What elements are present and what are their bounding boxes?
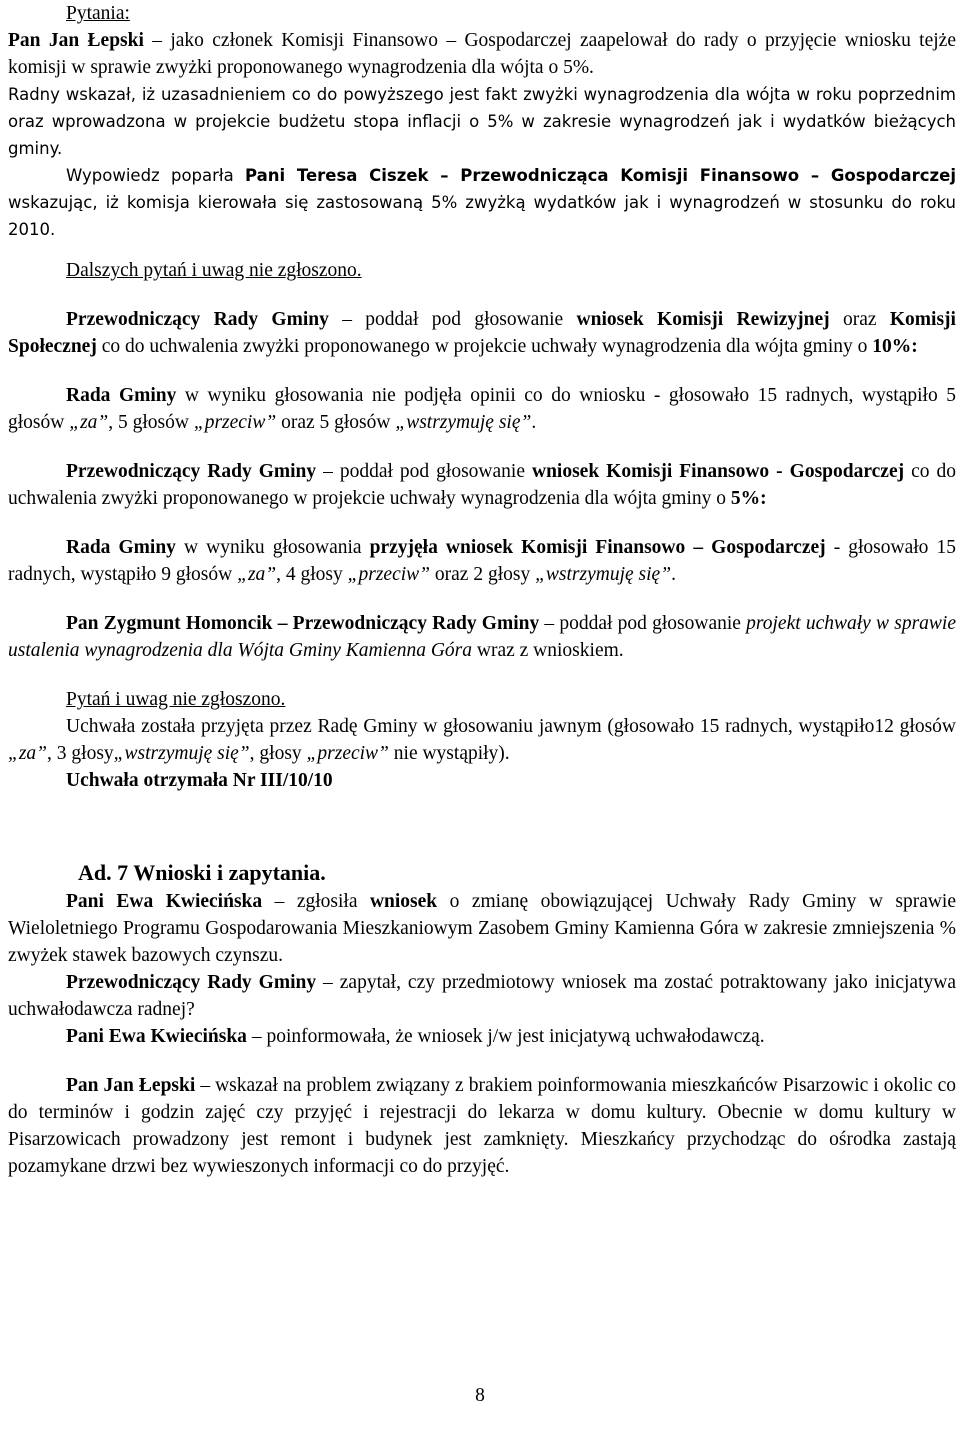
paragraph-motion: Pani Ewa Kwiecińska – zgłosiła wniosek o zmianę obowiązującej Uchwały Rady Gminy w sprawie Wieloletniego Programu Gospodarowania Mieszkaniowym Zasobem Gminy Kamienna Góra w zakresie zmniejszenia % zwyżek stawek bazowych czynszu.: [8, 891, 957, 966]
speaker-name: Przewodniczący Rady Gminy: [66, 972, 317, 993]
speaker-name: Przewodniczący Rady Gminy: [66, 309, 329, 330]
speaker-name: Pani Ewa Kwiecińska: [66, 891, 263, 912]
paragraph-resolution-adopted: Uchwała została przyjęta przez Radę Gminy w głosowaniu jawnym (głosowało 15 radnych, wystąpiło12 głosów „za”, 3 głosy„wstrzymuję się”, głosy „przeciw” nie wystąpiły).: [8, 716, 956, 764]
speaker-name: Rada Gminy: [66, 385, 177, 406]
paragraph-resolution-vote: Pan Zygmunt Homoncik – Przewodniczący Rady Gminy – poddał pod głosowanie projekt uchwały w sprawie ustalenia wynagrodzenia dla Wójta Gminy Kamienna Góra wraz z wnioskiem.: [8, 613, 956, 661]
speaker-name: Przewodniczący Rady Gminy: [66, 461, 317, 482]
paragraph-chair-question: Przewodniczący Rady Gminy – zapytał, czy przedmiotowy wniosek ma zostać potraktowany jako inicjatywa uchwałodawcza radnej?: [8, 972, 956, 1020]
speaker-name: Pani Teresa Ciszek – Przewodnicząca Komisji Finansowo – Gospodarczej: [244, 166, 956, 185]
paragraph-vote-1: Przewodniczący Rady Gminy – poddał pod głosowanie wniosek Komisji Rewizyjnej oraz Komisji Społecznej co do uchwalenia zwyżki proponowanego w projekcie uchwały wynagrodzenia dla wójta gminy o 10%:: [8, 309, 956, 357]
resolution-number: Uchwała otrzymała Nr III/10/10: [66, 770, 333, 791]
paragraph-text: – jako członek Komisji Finansowo – Gospodarczej zaapelował do rady o przyjęcie wniosku tejże komisji w sprawie zwyżki proponowanego wynagrodzenia dla wójta o 5%.: [8, 30, 956, 78]
speaker-name: Pan Jan Łepski: [66, 1075, 196, 1096]
paragraph-support: [8, 162, 956, 243]
no-questions: Pytań i uwag nie zgłoszono.: [66, 689, 286, 710]
document-page: [8, 0, 956, 1180]
page-number: 8: [475, 1385, 485, 1406]
speaker-name: Pani Ewa Kwiecińska: [66, 1026, 247, 1047]
paragraph-vote-1-result: Rada Gminy w wyniku głosowania nie podjęła opinii co do wniosku - głosowało 15 radnych, wystąpiło 5 głosów „za”, 5 głosów „przeciw” oraz 5 głosów „wstrzymuję się”.: [8, 385, 956, 433]
paragraph-text: wskazując, iż komisja kierowała się zastosowaną 5% zwyżką wydatków jak i wynagrodzeń w stosunku do roku 2010.: [8, 193, 956, 239]
speaker-name: Pan Zygmunt Homoncik – Przewodniczący Rady Gminy: [66, 613, 540, 634]
section-heading: Ad. 7 Wnioski i zapytania.: [78, 860, 326, 885]
paragraph-justification: Radny wskazał, iż uzasadnieniem co do powyższego jest fakt zwyżki wynagrodzenia dla wójta w roku poprzednim oraz wprowadzona w projekcie budżetu stopa inflacji o 5% w zakresie wynagrodzeń jak i wydatków bieżących gminy.: [8, 85, 956, 158]
paragraph-vote-2: Przewodniczący Rady Gminy – poddał pod głosowanie wniosek Komisji Finansowo - Gospodarczej co do uchwalenia zwyżki proponowanego w projekcie uchwały wynagrodzenia dla wójta gminy o 5%:: [8, 461, 957, 509]
no-further-questions: Dalszych pytań i uwag nie zgłoszono.: [66, 260, 362, 281]
speaker-name: Pan Jan Łepski: [8, 30, 144, 51]
paragraph-vote-2-result: Rada Gminy w wyniku głosowania przyjęła wniosek Komisji Finansowo – Gospodarczej - głosowało 15 radnych, wystąpiło 9 głosów „za”, 4 głosy „przeciw” oraz 2 głosy „wstrzymuję się”.: [8, 537, 956, 585]
speaker-name: Rada Gminy: [66, 537, 176, 558]
paragraph-text: Wypowiedz poparła: [66, 166, 245, 185]
paragraph-initiative: Pani Ewa Kwiecińska – poinformowała, że wniosek j/w jest inicjatywą uchwałodawczą.: [66, 1026, 765, 1047]
paragraph-cultural-center: Pan Jan Łepski – wskazał na problem związany z brakiem poinformowania mieszkańców Pisarzowic i okolic co do terminów i godzin zajęć czy przyjęć i rejestracji do lekarza w domu kultury. Obecnie w domu kultury w Pisarzowicach prowadzony jest remont i budynek jest zamknięty. Mieszkańcy przychodząc do ośrodka zastają pozamykane drzwi bez wywieszonych informacji co do przyjęć.: [8, 1075, 956, 1177]
paragraph-questions: [8, 0, 956, 81]
questions-label: Pytania:: [66, 3, 130, 24]
